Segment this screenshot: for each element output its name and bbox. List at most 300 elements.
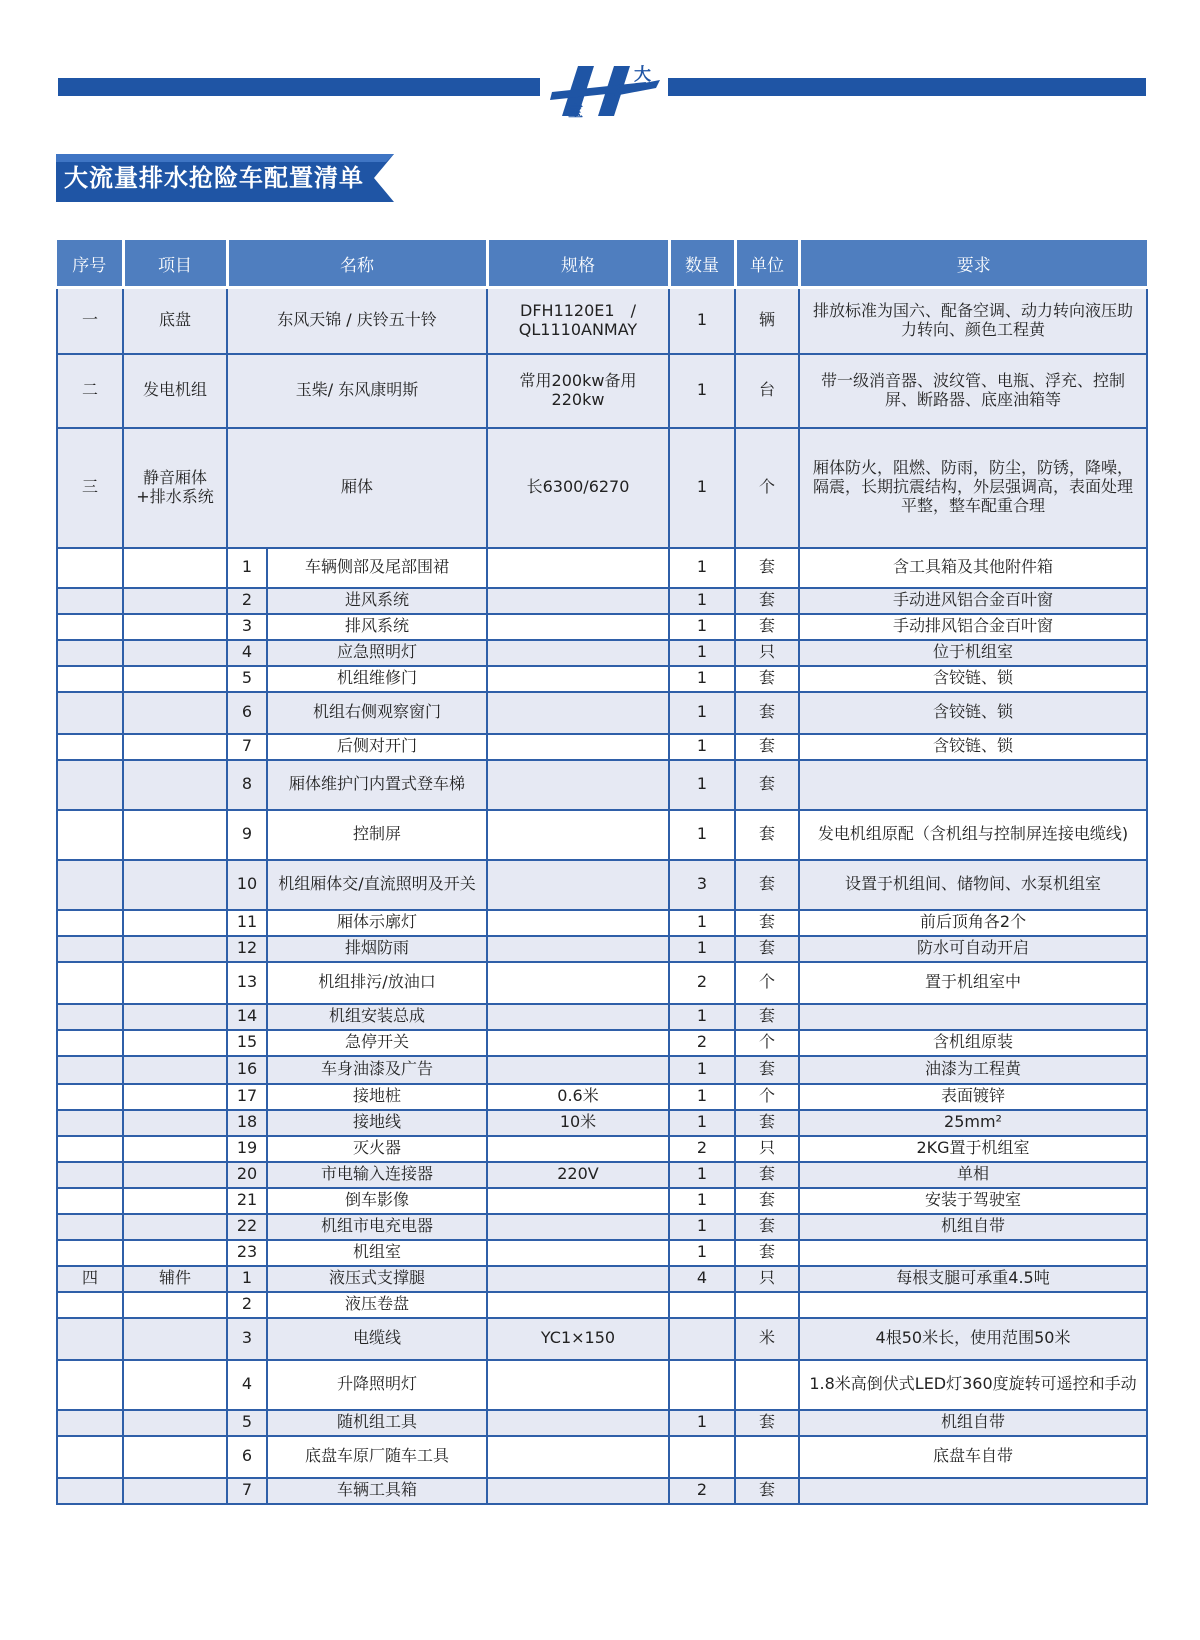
cell-req: 含机组原装 bbox=[799, 1030, 1147, 1056]
cell-index: 17 bbox=[227, 1084, 267, 1110]
h-dabao-logo-icon bbox=[548, 58, 664, 124]
cell-index: 3 bbox=[227, 1318, 267, 1360]
cell-item bbox=[123, 1478, 227, 1504]
cell-item: 底盘 bbox=[123, 288, 227, 354]
cell-name: 机组右侧观察窗门 bbox=[267, 692, 487, 734]
cell-unit bbox=[735, 1292, 799, 1318]
cell-req: 2KG置于机组室 bbox=[799, 1136, 1147, 1162]
cell-item bbox=[123, 1162, 227, 1188]
cell-unit: 套 bbox=[735, 666, 799, 692]
cell-no bbox=[57, 1436, 123, 1478]
cell-spec bbox=[487, 640, 669, 666]
cell-qty: 1 bbox=[669, 760, 735, 810]
table-row bbox=[57, 1436, 1147, 1478]
cell-unit: 套 bbox=[735, 1056, 799, 1084]
cell-name: 玉柴/ 东风康明斯 bbox=[227, 354, 487, 428]
cell-spec bbox=[487, 1410, 669, 1436]
cell-qty: 2 bbox=[669, 1478, 735, 1504]
cell-unit: 套 bbox=[735, 692, 799, 734]
cell-unit: 套 bbox=[735, 936, 799, 962]
cell-item bbox=[123, 1214, 227, 1240]
cell-req bbox=[799, 760, 1147, 810]
cell-qty bbox=[669, 1436, 735, 1478]
table-row bbox=[57, 354, 1147, 428]
cell-qty: 1 bbox=[669, 810, 735, 860]
cell-spec bbox=[487, 1478, 669, 1504]
header-unit: 单位 bbox=[735, 240, 799, 288]
cell-qty: 1 bbox=[669, 1162, 735, 1188]
cell-item bbox=[123, 1136, 227, 1162]
cell-req: 厢体防火，阻燃、防雨，防尘，防锈，降噪，隔震，长期抗震结构，外层强调高，表面处理平整，整车配重合理 bbox=[799, 428, 1147, 548]
table-row bbox=[57, 1266, 1147, 1292]
cell-req: 25mm² bbox=[799, 1110, 1147, 1136]
cell-index: 19 bbox=[227, 1136, 267, 1162]
cell-req: 单相 bbox=[799, 1162, 1147, 1188]
cell-index: 23 bbox=[227, 1240, 267, 1266]
cell-item bbox=[123, 760, 227, 810]
table-row bbox=[57, 1110, 1147, 1136]
cell-name: 机组安装总成 bbox=[267, 1004, 487, 1030]
cell-qty bbox=[669, 1360, 735, 1410]
cell-qty: 2 bbox=[669, 962, 735, 1004]
cell-req: 含铰链、锁 bbox=[799, 666, 1147, 692]
cell-no bbox=[57, 962, 123, 1004]
cell-item: 辅件 bbox=[123, 1266, 227, 1292]
cell-no bbox=[57, 1110, 123, 1136]
cell-spec: 长6300/6270 bbox=[487, 428, 669, 548]
cell-item bbox=[123, 614, 227, 640]
header-rule-left bbox=[58, 78, 540, 96]
cell-no bbox=[57, 1318, 123, 1360]
cell-name: 厢体 bbox=[227, 428, 487, 548]
cell-qty: 1 bbox=[669, 666, 735, 692]
cell-req: 每根支腿可承重4.5吨 bbox=[799, 1266, 1147, 1292]
cell-no bbox=[57, 1084, 123, 1110]
table-row bbox=[57, 1360, 1147, 1410]
cell-item bbox=[123, 666, 227, 692]
cell-unit: 套 bbox=[735, 614, 799, 640]
config-table bbox=[56, 240, 1148, 1505]
cell-unit: 套 bbox=[735, 548, 799, 588]
cell-qty: 1 bbox=[669, 1110, 735, 1136]
cell-unit: 套 bbox=[735, 810, 799, 860]
cell-req: 设置于机组间、储物间、水泵机组室 bbox=[799, 860, 1147, 910]
cell-index: 16 bbox=[227, 1056, 267, 1084]
cell-req: 前后顶角各2个 bbox=[799, 910, 1147, 936]
cell-no: 一 bbox=[57, 288, 123, 354]
table-row bbox=[57, 910, 1147, 936]
cell-name: 机组市电充电器 bbox=[267, 1214, 487, 1240]
table-row bbox=[57, 1292, 1147, 1318]
cell-name: 随机组工具 bbox=[267, 1410, 487, 1436]
cell-spec bbox=[487, 936, 669, 962]
cell-unit: 辆 bbox=[735, 288, 799, 354]
cell-spec bbox=[487, 962, 669, 1004]
header-qty: 数量 bbox=[669, 240, 735, 288]
cell-item bbox=[123, 692, 227, 734]
cell-req: 含铰链、锁 bbox=[799, 692, 1147, 734]
cell-unit: 个 bbox=[735, 428, 799, 548]
cell-index: 11 bbox=[227, 910, 267, 936]
cell-unit: 台 bbox=[735, 354, 799, 428]
table-row bbox=[57, 428, 1147, 548]
cell-no bbox=[57, 1240, 123, 1266]
cell-spec bbox=[487, 588, 669, 614]
cell-qty: 2 bbox=[669, 1030, 735, 1056]
cell-no bbox=[57, 1056, 123, 1084]
cell-spec: 10米 bbox=[487, 1110, 669, 1136]
cell-no bbox=[57, 760, 123, 810]
cell-name: 倒车影像 bbox=[267, 1188, 487, 1214]
cell-index: 6 bbox=[227, 692, 267, 734]
cell-qty: 1 bbox=[669, 1084, 735, 1110]
cell-no bbox=[57, 810, 123, 860]
cell-qty: 1 bbox=[669, 548, 735, 588]
cell-no bbox=[57, 1214, 123, 1240]
cell-qty: 1 bbox=[669, 1214, 735, 1240]
cell-name: 液压式支撑腿 bbox=[267, 1266, 487, 1292]
cell-name: 车辆侧部及尾部围裙 bbox=[267, 548, 487, 588]
cell-unit: 套 bbox=[735, 1188, 799, 1214]
table-row bbox=[57, 1410, 1147, 1436]
table-row bbox=[57, 1214, 1147, 1240]
cell-item bbox=[123, 1030, 227, 1056]
cell-qty: 1 bbox=[669, 692, 735, 734]
cell-name: 东风天锦 / 庆铃五十铃 bbox=[227, 288, 487, 354]
cell-name: 底盘车原厂随车工具 bbox=[267, 1436, 487, 1478]
cell-spec bbox=[487, 666, 669, 692]
table-row bbox=[57, 640, 1147, 666]
cell-no bbox=[57, 734, 123, 760]
cell-req bbox=[799, 1478, 1147, 1504]
cell-req: 置于机组室中 bbox=[799, 962, 1147, 1004]
cell-unit: 套 bbox=[735, 1214, 799, 1240]
cell-name: 排风系统 bbox=[267, 614, 487, 640]
cell-index: 12 bbox=[227, 936, 267, 962]
header-item: 项目 bbox=[123, 240, 227, 288]
cell-index: 2 bbox=[227, 588, 267, 614]
cell-qty: 4 bbox=[669, 1266, 735, 1292]
cell-name: 后侧对开门 bbox=[267, 734, 487, 760]
cell-name: 排烟防雨 bbox=[267, 936, 487, 962]
cell-qty: 1 bbox=[669, 640, 735, 666]
cell-index: 15 bbox=[227, 1030, 267, 1056]
header-rule-right bbox=[668, 78, 1146, 96]
cell-item: 发电机组 bbox=[123, 354, 227, 428]
cell-item bbox=[123, 1240, 227, 1266]
header-spec: 规格 bbox=[487, 240, 669, 288]
table-row bbox=[57, 1240, 1147, 1266]
cell-req: 油漆为工程黄 bbox=[799, 1056, 1147, 1084]
cell-no: 四 bbox=[57, 1266, 123, 1292]
cell-qty: 1 bbox=[669, 288, 735, 354]
table-row bbox=[57, 936, 1147, 962]
cell-req: 4根50米长，使用范围50米 bbox=[799, 1318, 1147, 1360]
cell-req bbox=[799, 1240, 1147, 1266]
cell-item bbox=[123, 640, 227, 666]
cell-no bbox=[57, 1136, 123, 1162]
cell-spec bbox=[487, 1240, 669, 1266]
cell-no bbox=[57, 1162, 123, 1188]
cell-index: 13 bbox=[227, 962, 267, 1004]
cell-index: 21 bbox=[227, 1188, 267, 1214]
cell-index: 3 bbox=[227, 614, 267, 640]
cell-index: 7 bbox=[227, 1478, 267, 1504]
table-row bbox=[57, 692, 1147, 734]
cell-req: 底盘车自带 bbox=[799, 1436, 1147, 1478]
table-header-row bbox=[57, 240, 1147, 288]
cell-index: 22 bbox=[227, 1214, 267, 1240]
cell-spec bbox=[487, 760, 669, 810]
cell-qty: 1 bbox=[669, 354, 735, 428]
table-row bbox=[57, 860, 1147, 910]
table-row bbox=[57, 1056, 1147, 1084]
cell-req: 机组自带 bbox=[799, 1410, 1147, 1436]
cell-qty: 1 bbox=[669, 1240, 735, 1266]
cell-item bbox=[123, 860, 227, 910]
cell-name: 市电输入连接器 bbox=[267, 1162, 487, 1188]
cell-unit: 只 bbox=[735, 1266, 799, 1292]
table-row bbox=[57, 548, 1147, 588]
cell-spec bbox=[487, 810, 669, 860]
cell-qty bbox=[669, 1292, 735, 1318]
cell-index: 2 bbox=[227, 1292, 267, 1318]
cell-index: 14 bbox=[227, 1004, 267, 1030]
cell-index: 4 bbox=[227, 640, 267, 666]
cell-no bbox=[57, 692, 123, 734]
cell-item bbox=[123, 1110, 227, 1136]
cell-item bbox=[123, 1318, 227, 1360]
cell-qty: 2 bbox=[669, 1136, 735, 1162]
cell-unit: 套 bbox=[735, 1410, 799, 1436]
cell-index: 7 bbox=[227, 734, 267, 760]
table-row bbox=[57, 962, 1147, 1004]
cell-name: 应急照明灯 bbox=[267, 640, 487, 666]
cell-item bbox=[123, 588, 227, 614]
cell-spec: YC1×150 bbox=[487, 1318, 669, 1360]
cell-no: 二 bbox=[57, 354, 123, 428]
cell-req: 含铰链、锁 bbox=[799, 734, 1147, 760]
cell-spec bbox=[487, 692, 669, 734]
cell-req: 含工具箱及其他附件箱 bbox=[799, 548, 1147, 588]
cell-no bbox=[57, 1188, 123, 1214]
table-row bbox=[57, 1188, 1147, 1214]
cell-item bbox=[123, 1436, 227, 1478]
cell-spec bbox=[487, 614, 669, 640]
cell-item bbox=[123, 1292, 227, 1318]
table-row bbox=[57, 810, 1147, 860]
cell-spec bbox=[487, 1436, 669, 1478]
cell-unit: 套 bbox=[735, 1162, 799, 1188]
cell-index: 1 bbox=[227, 1266, 267, 1292]
cell-item bbox=[123, 936, 227, 962]
cell-req: 手动排风铝合金百叶窗 bbox=[799, 614, 1147, 640]
cell-unit: 套 bbox=[735, 860, 799, 910]
cell-index: 9 bbox=[227, 810, 267, 860]
cell-name: 灭火器 bbox=[267, 1136, 487, 1162]
cell-req: 机组自带 bbox=[799, 1214, 1147, 1240]
cell-qty: 1 bbox=[669, 614, 735, 640]
cell-req: 位于机组室 bbox=[799, 640, 1147, 666]
cell-name: 机组厢体交/直流照明及开关 bbox=[267, 860, 487, 910]
cell-no bbox=[57, 936, 123, 962]
cell-qty: 1 bbox=[669, 734, 735, 760]
cell-unit: 套 bbox=[735, 1478, 799, 1504]
cell-unit bbox=[735, 1436, 799, 1478]
cell-spec bbox=[487, 1360, 669, 1410]
cell-name: 机组室 bbox=[267, 1240, 487, 1266]
cell-spec: 常用200kw备用220kw bbox=[487, 354, 669, 428]
header-no: 序号 bbox=[57, 240, 123, 288]
cell-req: 排放标准为国六、配备空调、动力转向液压助力转向、颜色工程黄 bbox=[799, 288, 1147, 354]
cell-spec bbox=[487, 734, 669, 760]
cell-spec: DFH1120E1 / QL1110ANMAY bbox=[487, 288, 669, 354]
cell-no bbox=[57, 614, 123, 640]
cell-name: 车辆工具箱 bbox=[267, 1478, 487, 1504]
cell-unit: 只 bbox=[735, 1136, 799, 1162]
cell-item bbox=[123, 734, 227, 760]
cell-item bbox=[123, 1056, 227, 1084]
cell-unit: 套 bbox=[735, 910, 799, 936]
cell-spec bbox=[487, 1056, 669, 1084]
header-req: 要求 bbox=[799, 240, 1147, 288]
cell-qty: 1 bbox=[669, 936, 735, 962]
header-name: 名称 bbox=[227, 240, 487, 288]
cell-spec: 220V bbox=[487, 1162, 669, 1188]
cell-name: 厢体示廓灯 bbox=[267, 910, 487, 936]
cell-no bbox=[57, 1292, 123, 1318]
table-row bbox=[57, 734, 1147, 760]
cell-index: 20 bbox=[227, 1162, 267, 1188]
cell-spec bbox=[487, 1030, 669, 1056]
cell-qty bbox=[669, 1318, 735, 1360]
cell-name: 进风系统 bbox=[267, 588, 487, 614]
cell-unit: 套 bbox=[735, 1110, 799, 1136]
cell-req: 表面镀锌 bbox=[799, 1084, 1147, 1110]
cell-item bbox=[123, 910, 227, 936]
table-row bbox=[57, 666, 1147, 692]
cell-spec bbox=[487, 1266, 669, 1292]
cell-req: 手动进风铝合金百叶窗 bbox=[799, 588, 1147, 614]
cell-spec bbox=[487, 1292, 669, 1318]
cell-no bbox=[57, 1410, 123, 1436]
cell-name: 接地线 bbox=[267, 1110, 487, 1136]
cell-name: 控制屏 bbox=[267, 810, 487, 860]
cell-req: 防水可自动开启 bbox=[799, 936, 1147, 962]
cell-spec bbox=[487, 1188, 669, 1214]
cell-spec: 0.6米 bbox=[487, 1084, 669, 1110]
cell-qty: 1 bbox=[669, 1004, 735, 1030]
cell-qty: 1 bbox=[669, 1410, 735, 1436]
cell-item bbox=[123, 1188, 227, 1214]
cell-item bbox=[123, 810, 227, 860]
cell-index: 10 bbox=[227, 860, 267, 910]
cell-no bbox=[57, 548, 123, 588]
logo-glyph-small: 宝 bbox=[568, 102, 584, 120]
cell-unit: 套 bbox=[735, 760, 799, 810]
cell-req: 带一级消音器、波纹管、电瓶、浮充、控制屏、断路器、底座油箱等 bbox=[799, 354, 1147, 428]
cell-unit: 个 bbox=[735, 1084, 799, 1110]
cell-unit: 套 bbox=[735, 1240, 799, 1266]
cell-spec bbox=[487, 910, 669, 936]
cell-unit: 个 bbox=[735, 1030, 799, 1056]
cell-name: 厢体维护门内置式登车梯 bbox=[267, 760, 487, 810]
cell-spec bbox=[487, 860, 669, 910]
cell-req: 安装于驾驶室 bbox=[799, 1188, 1147, 1214]
cell-no: 三 bbox=[57, 428, 123, 548]
cell-no bbox=[57, 860, 123, 910]
cell-name: 接地桩 bbox=[267, 1084, 487, 1110]
cell-unit: 套 bbox=[735, 734, 799, 760]
cell-spec bbox=[487, 1136, 669, 1162]
table-row bbox=[57, 760, 1147, 810]
cell-qty: 3 bbox=[669, 860, 735, 910]
cell-qty: 1 bbox=[669, 910, 735, 936]
cell-spec bbox=[487, 548, 669, 588]
cell-qty: 1 bbox=[669, 1056, 735, 1084]
cell-name: 液压卷盘 bbox=[267, 1292, 487, 1318]
cell-name: 机组维修门 bbox=[267, 666, 487, 692]
cell-name: 电缆线 bbox=[267, 1318, 487, 1360]
table-row bbox=[57, 588, 1147, 614]
table-row bbox=[57, 1136, 1147, 1162]
cell-qty: 1 bbox=[669, 1188, 735, 1214]
cell-index: 1 bbox=[227, 548, 267, 588]
cell-qty: 1 bbox=[669, 428, 735, 548]
cell-name: 车身油漆及广告 bbox=[267, 1056, 487, 1084]
cell-item bbox=[123, 1004, 227, 1030]
page-title: 大流量排水抢险车配置清单 bbox=[64, 164, 364, 192]
cell-no bbox=[57, 1360, 123, 1410]
cell-index: 18 bbox=[227, 1110, 267, 1136]
cell-no bbox=[57, 1004, 123, 1030]
cell-req: 1.8米高倒伏式LED灯360度旋转可遥控和手动 bbox=[799, 1360, 1147, 1410]
cell-no bbox=[57, 666, 123, 692]
cell-req: 发电机组原配（含机组与控制屏连接电缆线) bbox=[799, 810, 1147, 860]
cell-index: 6 bbox=[227, 1436, 267, 1478]
cell-qty: 1 bbox=[669, 588, 735, 614]
cell-index: 8 bbox=[227, 760, 267, 810]
cell-unit: 米 bbox=[735, 1318, 799, 1360]
cell-name: 机组排污/放油口 bbox=[267, 962, 487, 1004]
cell-name: 急停开关 bbox=[267, 1030, 487, 1056]
cell-req bbox=[799, 1004, 1147, 1030]
table-row bbox=[57, 1004, 1147, 1030]
table-row bbox=[57, 1478, 1147, 1504]
cell-no bbox=[57, 910, 123, 936]
cell-index: 4 bbox=[227, 1360, 267, 1410]
table-row bbox=[57, 614, 1147, 640]
cell-unit: 套 bbox=[735, 588, 799, 614]
cell-spec bbox=[487, 1004, 669, 1030]
cell-item bbox=[123, 1410, 227, 1436]
cell-index: 5 bbox=[227, 1410, 267, 1436]
table-row bbox=[57, 1084, 1147, 1110]
cell-no bbox=[57, 1478, 123, 1504]
cell-req bbox=[799, 1292, 1147, 1318]
table-row bbox=[57, 1318, 1147, 1360]
cell-item bbox=[123, 1084, 227, 1110]
cell-no bbox=[57, 588, 123, 614]
cell-unit: 个 bbox=[735, 962, 799, 1004]
table-row bbox=[57, 288, 1147, 354]
cell-unit: 套 bbox=[735, 1004, 799, 1030]
cell-name: 升降照明灯 bbox=[267, 1360, 487, 1410]
logo-glyph-big: 大 bbox=[634, 65, 651, 85]
cell-index: 5 bbox=[227, 666, 267, 692]
cell-no bbox=[57, 1030, 123, 1056]
cell-spec bbox=[487, 1214, 669, 1240]
